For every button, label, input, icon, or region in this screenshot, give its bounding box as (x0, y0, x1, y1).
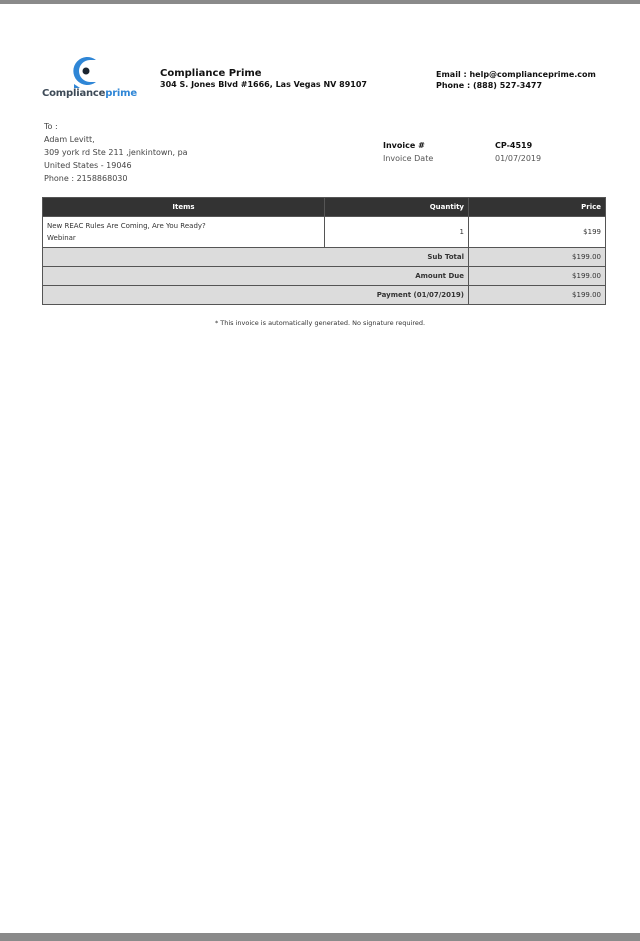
subtotal-row (43, 248, 606, 267)
item-title: New REAC Rules Are Coming, Are You Ready? (47, 222, 206, 230)
item-type: Webinar (47, 234, 76, 242)
bill-to-name: Adam Levitt, (44, 135, 95, 144)
payment-row (43, 286, 606, 305)
bill-to-phone: Phone : 2158868030 (44, 174, 128, 183)
invoice-labels (383, 139, 433, 165)
company-info (160, 68, 367, 89)
bottom-border (0, 933, 640, 941)
company-phone: Phone : (888) 527-3477 (436, 81, 543, 90)
bill-to-label: To : (44, 122, 58, 131)
invoice-values (495, 139, 541, 165)
invoice-number-label: Invoice # (383, 141, 425, 150)
payment-label: Payment (01/07/2019) (43, 286, 469, 305)
header-quantity: Quantity (325, 198, 469, 217)
amount-due-row (43, 267, 606, 286)
invoice-date: 01/07/2019 (495, 154, 542, 163)
amount-due-value: $199.00 (469, 267, 606, 286)
bill-to (44, 120, 188, 185)
logo-wordmark: Complianceprime (42, 88, 137, 99)
company-name: Compliance Prime (160, 68, 262, 79)
company-logo (42, 54, 142, 104)
top-border (0, 0, 640, 4)
table-header-row (43, 198, 606, 217)
amount-due-label: Amount Due (43, 267, 469, 286)
invoice-date-label: Invoice Date (383, 154, 434, 163)
company-contact (436, 69, 596, 91)
item-cell (43, 217, 325, 248)
item-price: $199 (469, 217, 606, 248)
subtotal-value: $199.00 (469, 248, 606, 267)
bill-to-street: 309 york rd Ste 211 ,jenkintown, pa (44, 148, 188, 157)
company-email: Email : help@complianceprime.com (436, 70, 596, 79)
company-address: 304 S. Jones Blvd #1666, Las Vegas NV 89107 (160, 80, 367, 89)
header-price: Price (469, 198, 606, 217)
payment-value: $199.00 (469, 286, 606, 305)
logo-mark-icon (68, 54, 100, 88)
items-table (42, 197, 606, 305)
header-items: Items (43, 198, 325, 217)
subtotal-label: Sub Total (43, 248, 469, 267)
footer-note: * This invoice is automatically generated. No signature required. (214, 319, 426, 327)
bill-to-country: United States - 19046 (44, 161, 132, 170)
invoice-number: CP-4519 (495, 141, 533, 150)
item-quantity: 1 (325, 217, 469, 248)
table-row (43, 217, 606, 248)
